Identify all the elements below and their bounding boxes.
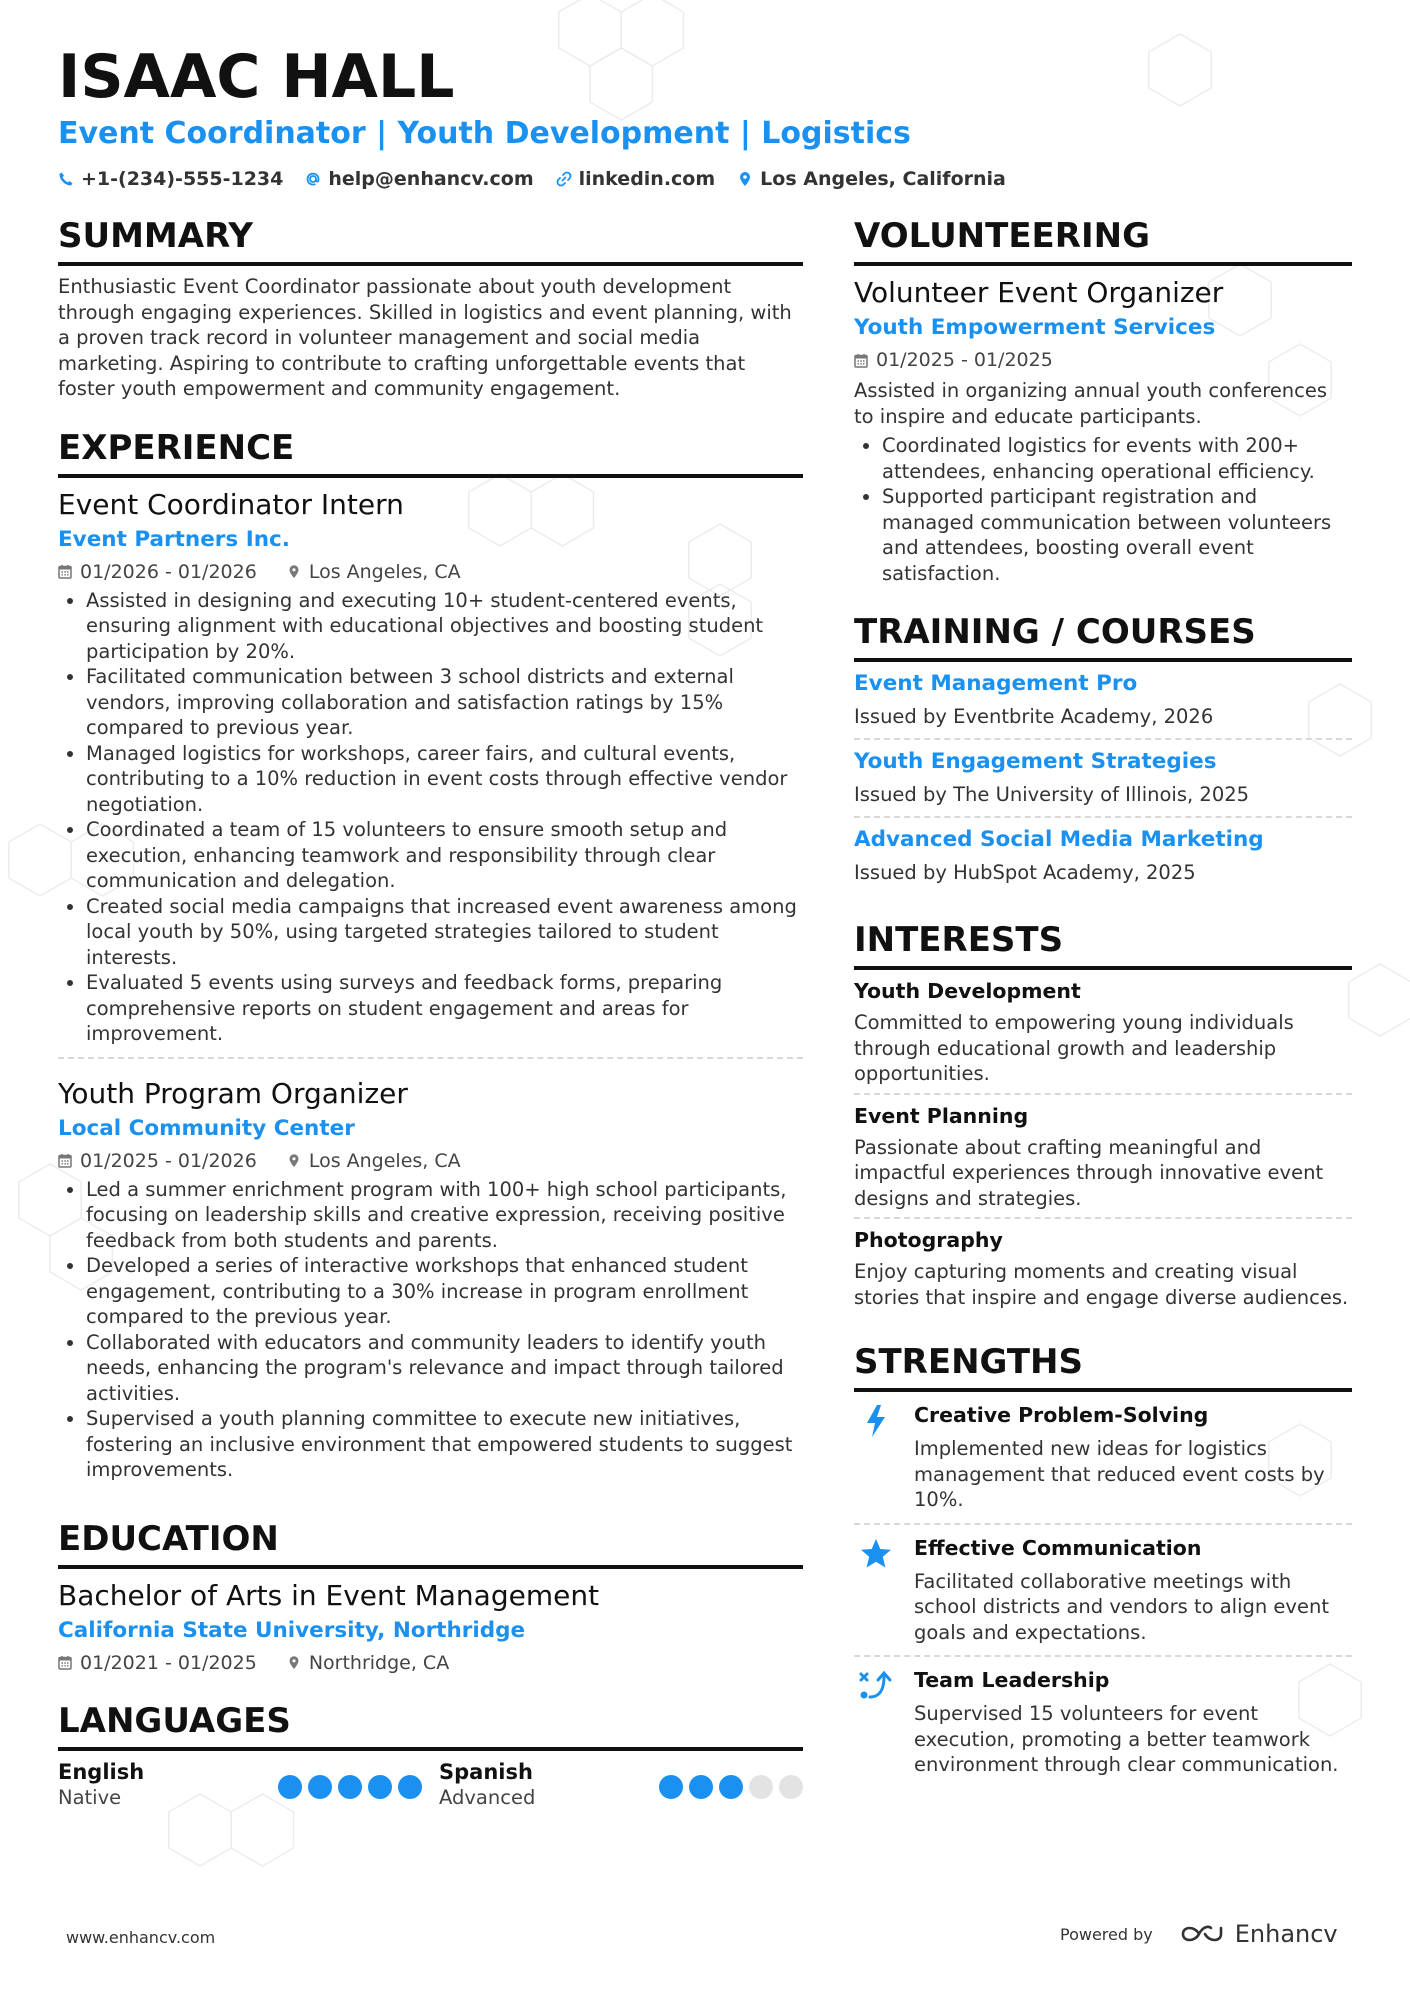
section-title: EXPERIENCE: [58, 428, 803, 478]
proficiency-dot-filled: [368, 1775, 392, 1799]
proficiency-dot-filled: [689, 1775, 713, 1799]
bullet: • Supported participant registration and managed communication between volunteers and attendees, boosting overall event satisfaction.: [882, 484, 1352, 586]
contact-email[interactable]: [305, 168, 533, 190]
job-dates: 01/2026 - 01/2026: [80, 560, 257, 583]
bullet: • Led a summer enrichment program with 100+ high school participants, focusing on leadership skills and creative expression, receiving positive feedback from both students and parents.: [86, 1177, 803, 1254]
course-item: [854, 738, 1352, 816]
calendar-icon: [854, 353, 868, 368]
left-column: [58, 216, 803, 1837]
language-level: Advanced: [439, 1785, 536, 1809]
bullet: • Collaborated with educators and community leaders to identify youth needs, enhancing the program's relevance and impact through tailored activities.: [86, 1330, 803, 1407]
location-icon: [287, 564, 301, 579]
course-issuer: Issued by HubSpot Academy, 2025: [854, 861, 1196, 884]
bullet: • Facilitated communication between 3 school districts and external vendors, improving collaboration and satisfaction ratings by 15% compared to previous year.: [86, 664, 803, 741]
right-column: [854, 216, 1352, 1814]
section-title: INTERESTS: [854, 920, 1352, 970]
bullet: • Created social media campaigns that increased event awareness among local youth by 50%, using targeted strategies tailored to student interests.: [86, 894, 803, 971]
star-icon: [859, 1537, 893, 1571]
strength-name: Team Leadership: [914, 1668, 1110, 1692]
proficiency-dot-filled: [308, 1775, 332, 1799]
language-item: [58, 1759, 422, 1811]
powered-by-label: Powered by: [1060, 1924, 1153, 1944]
bullet: • Assisted in designing and executing 10+ student-centered events, ensuring alignment with educational objectives and boosting student participation by 20%.: [86, 588, 803, 665]
volunteer-bullets: [854, 433, 1352, 586]
training-section: [854, 612, 1352, 894]
experience-section: [58, 428, 803, 1493]
interest-item: [854, 1093, 1352, 1218]
experience-entry: [58, 488, 803, 1057]
footer-branding: [1060, 1920, 1338, 1948]
school-name[interactable]: California State University, Northridge: [58, 1617, 526, 1643]
section-title: LANGUAGES: [58, 1701, 803, 1751]
proficiency-dot-filled: [278, 1775, 302, 1799]
strength-description: Facilitated collaborative meetings with school districts and vendors to align event goals and expectations.: [914, 1569, 1329, 1644]
language-item: [439, 1759, 803, 1811]
interest-description: Committed to empowering young individuals through educational growth and leadership opportunities.: [854, 1011, 1294, 1085]
strength-description: Implemented new ideas for logistics management that reduced event costs by 10%.: [914, 1437, 1325, 1511]
footer-website[interactable]: www.enhancv.com: [66, 1928, 216, 1947]
job-dates: 01/2025 - 01/2026: [80, 1149, 257, 1172]
course-item: [854, 816, 1352, 894]
link-icon: [556, 171, 572, 187]
contact-linkedin[interactable]: [556, 168, 716, 190]
interest-name: Photography: [854, 1228, 1003, 1252]
interest-name: Youth Development: [854, 979, 1081, 1003]
calendar-icon: [58, 1153, 72, 1168]
education-dates: 01/2021 - 01/2025: [80, 1651, 257, 1674]
bullet: • Coordinated a team of 15 volunteers to ensure smooth setup and execution, enhancing teamwork and responsibility through clear communication and delegation.: [86, 817, 803, 894]
location-icon: [287, 1655, 301, 1670]
proficiency-dot-empty: [749, 1775, 773, 1799]
contact-text: +1-(234)-555-1234: [81, 168, 284, 190]
volunteer-dates: 01/2025 - 01/2025: [876, 349, 1053, 371]
language-name: Spanish: [439, 1759, 533, 1784]
proficiency-dot-filled: [659, 1775, 683, 1799]
calendar-icon: [58, 1655, 72, 1670]
bullet: • Developed a series of interactive workshops that enhanced student engagement, contributing to a 30% increase in program enrollment compared to the previous year.: [86, 1253, 803, 1330]
interest-description: Enjoy capturing moments and creating visual stories that inspire and engage diverse audiences.: [854, 1260, 1349, 1309]
proficiency-dot-empty: [779, 1775, 803, 1799]
interest-item: [854, 970, 1352, 1093]
company-name[interactable]: Local Community Center: [58, 1115, 355, 1141]
phone-icon: [58, 171, 74, 187]
job-meta: [58, 1149, 803, 1173]
strength-name: Creative Problem-Solving: [914, 1403, 1209, 1427]
proficiency-dots: [659, 1775, 803, 1811]
education-section: [58, 1519, 803, 1675]
company-name[interactable]: Event Partners Inc.: [58, 526, 290, 552]
languages-section: [58, 1701, 803, 1811]
at-icon: [305, 171, 321, 187]
bullet: • Coordinated logistics for events with 200+ attendees, enhancing operational efficiency.: [882, 433, 1352, 484]
job-location: Los Angeles, CA: [308, 1149, 461, 1172]
experience-entry: [58, 1057, 803, 1493]
contact-text: help@enhancv.com: [328, 168, 534, 190]
proficiency-dots: [278, 1775, 422, 1811]
job-bullets: [58, 1177, 803, 1483]
course-name[interactable]: Event Management Pro: [854, 671, 1138, 696]
location-icon: [287, 1153, 301, 1168]
education-meta: [58, 1651, 803, 1675]
course-item: [854, 662, 1352, 738]
summary-section: [58, 216, 803, 402]
strength-name: Effective Communication: [914, 1535, 1202, 1560]
interest-item: [854, 1217, 1352, 1316]
job-location: Los Angeles, CA: [308, 560, 461, 583]
degree-title: Bachelor of Arts in Event Management: [58, 1578, 600, 1612]
contact-text: linkedin.com: [578, 168, 716, 190]
proficiency-dot-filled: [398, 1775, 422, 1799]
contact-bar: [58, 168, 1006, 190]
strength-description: Supervised 15 volunteers for event execution, promoting a better teamwork environment through clear communication.: [914, 1702, 1339, 1776]
section-title: EDUCATION: [58, 1519, 803, 1569]
volunteer-org[interactable]: Youth Empowerment Services: [854, 315, 1216, 340]
interest-name: Event Planning: [854, 1103, 1029, 1128]
strengths-section: [854, 1342, 1352, 1788]
job-bullets: [58, 588, 803, 1047]
strength-item: [854, 1523, 1352, 1656]
education-location: Northridge, CA: [308, 1651, 450, 1674]
location-icon: [737, 171, 753, 187]
volunteer-meta: [854, 348, 1352, 372]
volunteer-role: Volunteer Event Organizer: [854, 276, 1224, 309]
course-issuer: Issued by The University of Illinois, 2025: [854, 783, 1250, 806]
volunteer-description: Assisted in organizing annual youth conferences to inspire and educate participants.: [854, 379, 1328, 428]
job-title: Youth Program Organizer: [58, 1076, 408, 1110]
section-title: TRAINING / COURSES: [854, 612, 1352, 662]
strategy-icon: [858, 1669, 894, 1703]
brand-name: Enhancv: [1234, 1920, 1338, 1948]
proficiency-dot-filled: [338, 1775, 362, 1799]
course-name[interactable]: Advanced Social Media Marketing: [854, 827, 1264, 852]
section-title: STRENGTHS: [854, 1342, 1352, 1392]
volunteering-section: [854, 216, 1352, 586]
job-meta: [58, 560, 803, 584]
summary-text: Enthusiastic Event Coordinator passionate about youth development through engaging experiences. Skilled in logistics and event planning, with a proven track record in volunteer management and social media marketing. Aspiring to contribute to crafting unforgettable events that foster youth empowerment and community engagement.: [58, 275, 792, 400]
enhancv-logo-icon: [1179, 1922, 1225, 1946]
proficiency-dot-filled: [719, 1775, 743, 1799]
section-title: VOLUNTEERING: [854, 216, 1352, 266]
interest-description: Passionate about crafting meaningful and impactful experiences through innovative event designs and strategies.: [854, 1135, 1324, 1210]
strength-item: [854, 1655, 1352, 1788]
strength-item: [854, 1392, 1352, 1523]
course-issuer: Issued by Eventbrite Academy, 2026: [854, 705, 1214, 728]
bullet: • Evaluated 5 events using surveys and feedback forms, preparing comprehensive reports on student engagement and areas for improvement.: [86, 970, 803, 1047]
section-title: SUMMARY: [58, 216, 803, 266]
job-title: Event Coordinator Intern: [58, 487, 404, 521]
lightning-icon: [863, 1404, 889, 1438]
contact-location[interactable]: [737, 168, 1006, 190]
language-level: Native: [58, 1785, 122, 1809]
contact-text: Los Angeles, California: [760, 168, 1006, 190]
brand-logo[interactable]: [1179, 1920, 1338, 1948]
language-name: English: [58, 1759, 145, 1784]
contact-phone[interactable]: [58, 168, 283, 190]
bullet: • Managed logistics for workshops, career fairs, and cultural events, contributing to a 10% reduction in event costs through effective vendor negotiation.: [86, 741, 803, 818]
bullet: • Supervised a youth planning committee to execute new initiatives, fostering an inclusive environment that empowered students to suggest improvements.: [86, 1406, 803, 1483]
candidate-name: ISAAC HALL: [58, 42, 455, 112]
headline: Event Coordinator | Youth Development | Logistics: [58, 116, 911, 151]
interests-section: [854, 920, 1352, 1316]
course-name[interactable]: Youth Engagement Strategies: [854, 749, 1217, 774]
calendar-icon: [58, 564, 72, 579]
